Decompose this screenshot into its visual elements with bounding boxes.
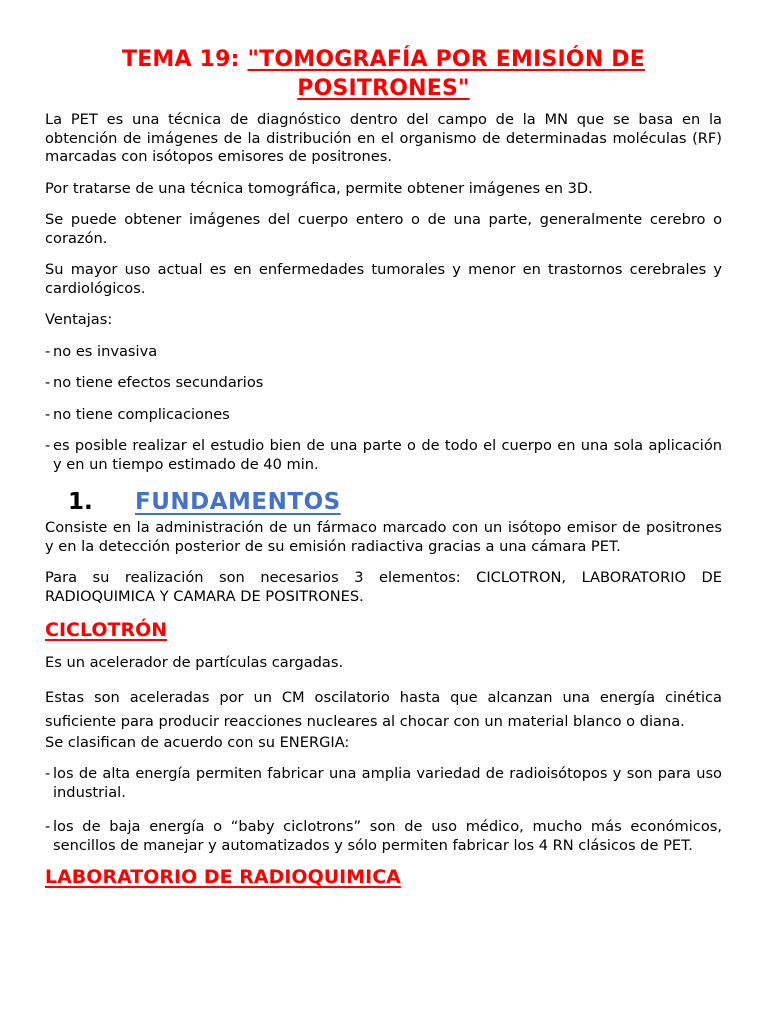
list-item-text: los de baja energía o “baby ciclotrons” son de uso médico, mucho más económicos, sencillos de manejar y automatizados y sólo permiten fabricar los 4 RN clásicos de PET.	[53, 818, 722, 854]
fundamentos-paragraph: Consiste en la administración de un fármaco marcado con un isótopo emisor de positrones y en la detección posterior de su emisión radiactiva gracias a una cámara PET.	[45, 519, 722, 555]
list-item-text: los de alta energía permiten fabricar una amplia variedad de radioisótopos y son para uso industrial.	[53, 765, 722, 801]
title-main: "TOMOGRAFÍA POR EMISIÓN DE POSITRONES"	[247, 47, 645, 101]
bullet-marker: -	[45, 374, 51, 391]
list-item-text: no es invasiva	[53, 342, 158, 360]
ciclotron-paragraph: Se clasifican de acuerdo con su ENERGIA:	[45, 733, 350, 751]
intro-paragraph: La PET es una técnica de diagnóstico dentro del campo de la MN que se basa en la obtención de imágenes de la distribución en el organismo de determinadas moléculas (RF) marcadas con isótopos emisores de positrones.	[45, 111, 722, 165]
fundamentos-paragraph: Para su realización son necesarios 3 elementos: CICLOTRON, LABORATORIO DE RADIOQUIMICA Y CAMARA DE POSITRONES.	[45, 569, 722, 605]
list-item-text: no tiene efectos secundarios	[53, 374, 264, 391]
section-heading-fundamentos	[45, 485, 722, 519]
list-item	[45, 374, 722, 393]
bullet-marker: -	[45, 765, 51, 782]
intro-paragraph: Por tratarse de una técnica tomográfica, permite obtener imágenes en 3D.	[45, 179, 593, 197]
list-item	[45, 406, 722, 425]
bullet-marker: -	[45, 437, 51, 454]
page-title	[45, 0, 722, 103]
list-item-text: no tiene complicaciones	[53, 405, 230, 423]
section-title: FUNDAMENTOS	[135, 489, 341, 515]
subheading-ciclotron: CICLOTRÓN	[45, 619, 168, 641]
list-item	[45, 818, 722, 855]
intro-paragraph: Su mayor uso actual es en enfermedades tumorales y menor en trastornos cerebrales y cardiológicos.	[45, 261, 722, 297]
list-item	[45, 343, 722, 362]
intro-paragraph: Se puede obtener imágenes del cuerpo entero o de una parte, generalmente cerebro o corazón.	[45, 211, 722, 247]
bullet-marker: -	[45, 818, 51, 835]
list-item-text: es posible realizar el estudio bien de una parte o de todo el cuerpo en una sola aplicación y en un tiempo estimado de 40 min.	[53, 437, 722, 473]
ventajas-label: Ventajas:	[45, 311, 113, 328]
subheading-laboratorio: LABORATORIO DE RADIOQUIMICA	[45, 866, 401, 888]
ciclotron-paragraph: Es un acelerador de partículas cargadas.	[45, 654, 344, 671]
list-item	[45, 437, 722, 474]
bullet-marker: -	[45, 342, 51, 360]
bullet-marker: -	[45, 405, 51, 423]
title-prefix: TEMA 19:	[121, 47, 248, 72]
section-number: 1.	[68, 489, 93, 515]
list-item	[45, 765, 722, 802]
ciclotron-paragraph: Estas son aceleradas por un CM oscilatorio hasta que alcanzan una energía cinética suficiente para producir reacciones nucleares al chocar con un material blanco o diana.	[45, 688, 722, 730]
